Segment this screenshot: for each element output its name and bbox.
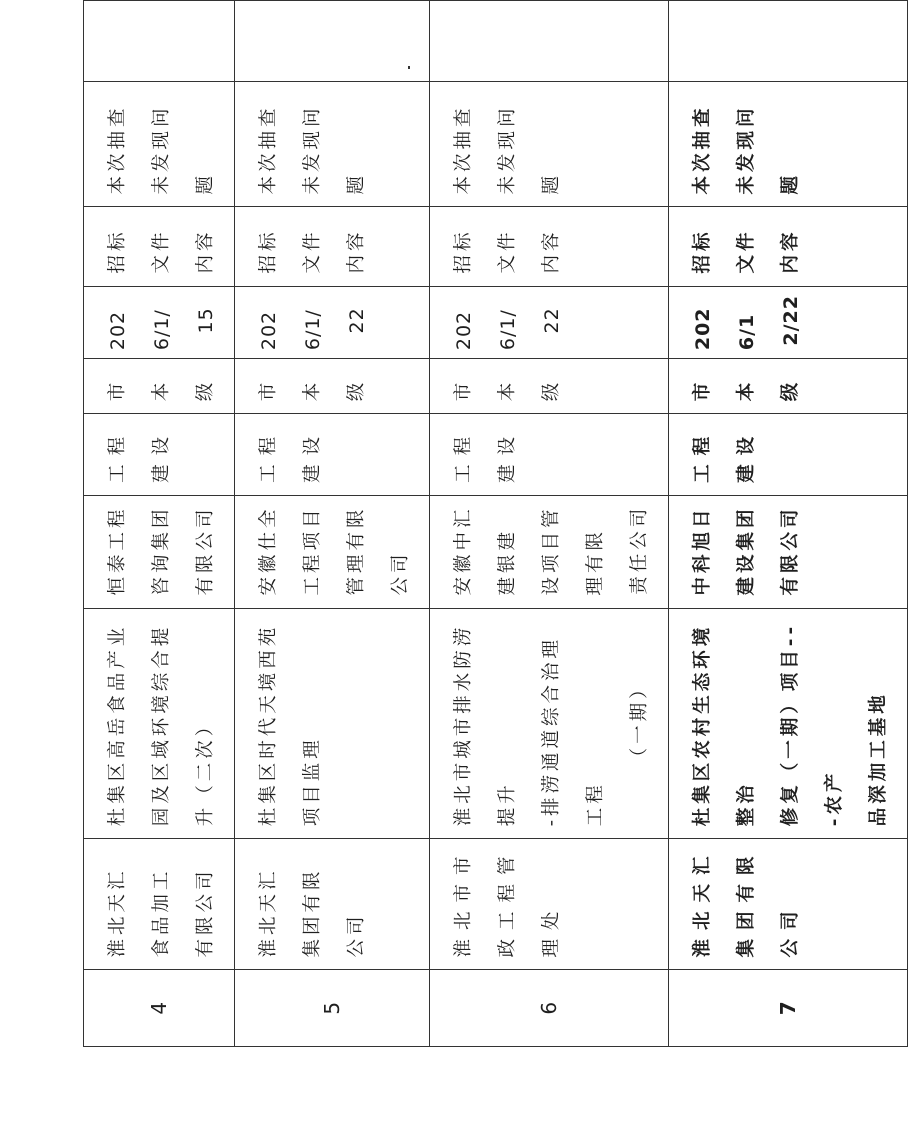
date-line-1: 2026/1/ [453, 309, 519, 351]
agency-line-1: 安徽中汇建银建 [453, 505, 518, 596]
date-line-1: 2026/1/ [107, 309, 173, 351]
project-level: 市本级 [84, 359, 235, 414]
inspected-content: 招标文件内容 [669, 207, 908, 286]
row-number: 4 [84, 970, 235, 1047]
inspection-result: 本次抽查未发现问题 [430, 82, 669, 207]
inspection-result: 本次抽查未发现问题 [235, 82, 430, 207]
project-type: 工程建设 [235, 414, 430, 496]
table-row [84, 1, 235, 1047]
date-cell [430, 286, 669, 359]
date-line-1: 2026/1/ [258, 309, 324, 351]
agency-name: 安徽仕全工程项目管理有限公司 [235, 495, 430, 608]
remark [669, 1, 908, 82]
inspected-content: 招标文件内容 [235, 207, 430, 286]
date-cell [669, 286, 908, 359]
inspection-table [83, 0, 908, 1047]
date-line-2: 2/22 [780, 295, 802, 346]
agency-name-cell [430, 495, 669, 608]
project-line-3: （一期） [629, 676, 650, 767]
unit-name: 淮北天汇集团有限公司 [235, 839, 430, 970]
project-name: 杜集区时代天境西苑项目监理 [235, 608, 430, 839]
unit-name: 淮北天汇集团有限公司 [669, 839, 908, 970]
project-line-1: 杜集区农村生态环境整治 [692, 623, 757, 827]
row-number: 7 [669, 970, 908, 1047]
agency-line-2: 设项目管理有限 [541, 505, 606, 596]
date-line-1: 2026/1 [692, 307, 758, 351]
table-row [235, 1, 430, 1047]
project-name-cell [430, 608, 669, 839]
row-number: 5 [235, 970, 430, 1047]
project-level: 市本级 [235, 359, 430, 414]
date-line-2: 22 [346, 307, 368, 334]
inspection-result: 本次抽查未发现问题 [669, 82, 908, 207]
table-row [669, 1, 908, 1047]
table-row [430, 1, 669, 1047]
unit-name: 淮北市市政工程管理处 [430, 839, 669, 970]
project-line-1: 淮北市城市排水防涝提升 [453, 623, 518, 827]
inspection-result: 本次抽查未发现问题 [84, 82, 235, 207]
project-type: 工程建设 [430, 414, 669, 496]
inspected-content: 招标文件内容 [84, 207, 235, 286]
date-cell [84, 286, 235, 359]
unit-name: 淮北天汇食品加工有限公司 [84, 839, 235, 970]
inspected-content: 招标文件内容 [430, 207, 669, 286]
agency-name: 恒泰工程咨询集团有限公司 [84, 495, 235, 608]
project-line-2: 修复（一期）项目---农产 [780, 622, 845, 827]
project-name-cell [669, 608, 908, 839]
row-number: 6 [430, 970, 669, 1047]
project-type: 工程建设 [669, 414, 908, 496]
date-line-2: 15 [195, 307, 217, 334]
date-cell [235, 286, 430, 359]
project-name: 杜集区高岳食品产业园及区域环境综合提升（二次） [84, 608, 235, 839]
remark [235, 1, 430, 82]
date-line-2: 22 [541, 307, 563, 334]
stray-mark [408, 66, 410, 69]
remark [430, 1, 669, 82]
project-type: 工程建设 [84, 414, 235, 496]
agency-name: 中科旭日建设集团有限公司 [669, 495, 908, 608]
agency-line-3: 责任公司 [629, 504, 650, 595]
remark [84, 1, 235, 82]
project-line-3: 品深加工基地 [868, 691, 889, 827]
project-level: 市本级 [430, 359, 669, 414]
project-line-2: -排涝通道综合治理工程 [541, 635, 606, 827]
project-level: 市本级 [669, 359, 908, 414]
